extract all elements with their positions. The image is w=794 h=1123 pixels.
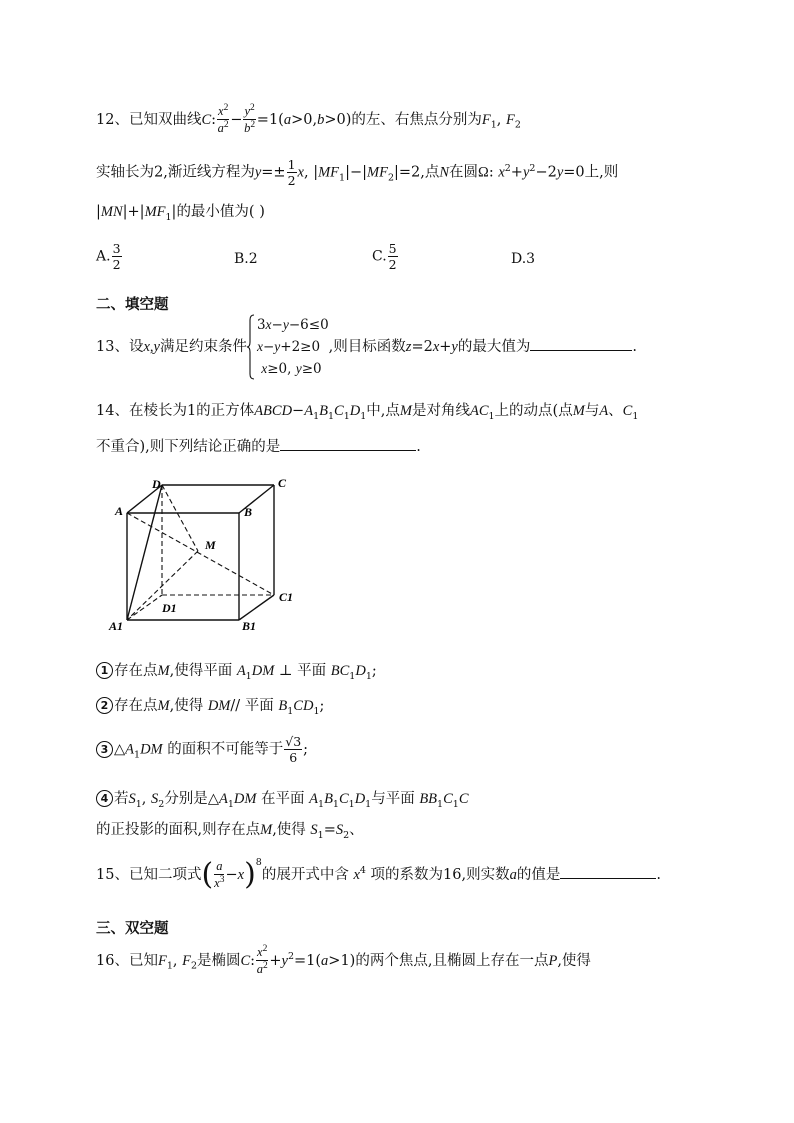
label-B: B <box>244 505 253 519</box>
circled-1-icon: 1 <box>96 662 113 679</box>
label-M: M <box>205 538 216 552</box>
label-C: C <box>278 476 287 490</box>
q16-line: 16、已知$F_1$, $F_2$是椭圆C: $\frac{x^2}{a^2}$ $+y^2=1(a>1)$的两个焦点,且椭圆上存在一点P,使得 <box>96 944 591 977</box>
cube-figure <box>100 470 310 635</box>
section-heading-double-blank: 三、双空题 <box>96 921 169 937</box>
statement-1: 1 存在点M,使得平面 $A_1DM$ ⊥ 平面 $BC_1D_1$; <box>96 662 377 681</box>
label-B1: B1 <box>242 619 257 633</box>
q12-line3: $|MN|+|MF_1|$的最小值为( ) <box>96 204 265 223</box>
statement-3: 3 $\triangle A_1DM$ 的面积不可能等于 $\frac{√3}{6}$ ; <box>96 735 308 764</box>
answer-blank[interactable] <box>560 866 656 879</box>
label-C1: C1 <box>279 590 294 604</box>
answer-blank[interactable] <box>280 438 416 451</box>
option-c: C. $\frac{5}{2}$ <box>372 241 397 273</box>
statement-2: 2 存在点M,使得 DM// 平面 $B_1CD_1$; <box>96 697 324 716</box>
label-A1: A1 <box>109 619 124 633</box>
constraint-system: 3x−y−6≤0 x−y+2≥0 x≥0, y≥0 <box>247 314 329 380</box>
question-number: 12、 <box>96 111 129 128</box>
q14-line2: 不重合),则下列结论正确的是 . <box>96 439 421 455</box>
statement-4-cont: 的正投影的面积,则存在点M,使得 $S_1=S_2$、 <box>96 822 364 841</box>
option-b: B.2 <box>234 251 258 267</box>
circled-3-icon: 3 <box>96 741 113 758</box>
label-D1: D1 <box>162 601 177 615</box>
q12-line2: 实轴长为2,渐近线方程为y=± $\frac{1}{2}$ x, $|MF_1|-|MF_2|=2$,点N在圆Ω: $x^2+y^2-2y=0$上,则 <box>96 157 619 189</box>
q13-line: 13、设x,y满足约束条件 3x−y−6≤0 x−y+2≥0 x≥0, y≥0 ,则目标函数z=2x+y的最大值为 . <box>96 314 637 380</box>
label-D: D <box>152 477 161 491</box>
brace-icon <box>247 314 255 380</box>
circled-4-icon: 4 <box>96 790 113 807</box>
q12-line1: 12、已知双曲线C: $\frac{x^2}{a^2}$ − $\frac{y^2}{b^2}$ =1(a>0,b>0)的左、右焦点分别为$F_1$, $F_2$ <box>96 103 521 136</box>
section-heading-fill-in: 二、填空题 <box>96 297 169 313</box>
label-A: A <box>115 504 124 518</box>
answer-blank[interactable] <box>530 338 632 351</box>
option-a: A. $\frac{3}{2}$ <box>96 241 121 273</box>
q15-line: 15、已知二项式( $\frac{a}{x^3}$ −x)$^8$的展开式中含 $x^4$ 项的系数为16,则实数a的值是 . <box>96 857 661 892</box>
circled-2-icon: 2 <box>96 697 113 714</box>
statement-4: 4 若$S_1$, $S_2$分别是$\triangle A_1DM$ 在平面 $A_1B_1C_1D_1$与平面 $BB_1C_1C$ <box>96 790 468 809</box>
q14-line1: 14、在棱长为1的正方体$ABCD-A_1B_1C_1D_1$中,点M是对角线$AC_1$上的动点(点M与A、$C_1$ <box>96 403 639 422</box>
option-d: D.3 <box>511 251 536 267</box>
